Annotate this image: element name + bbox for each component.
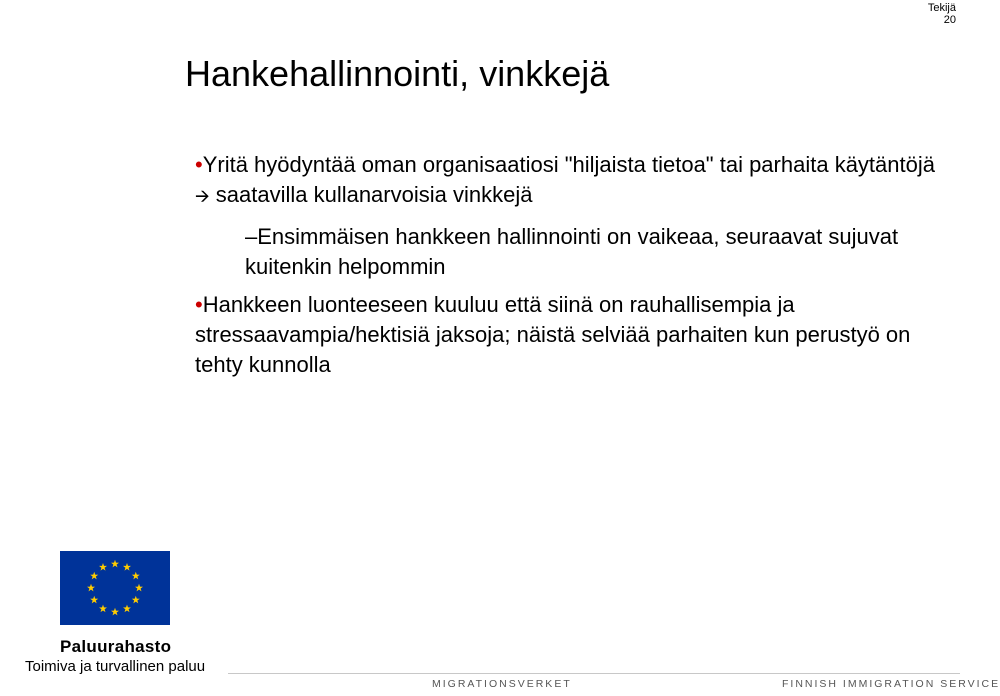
eu-star [87, 584, 95, 592]
slide-corner-info [928, 2, 956, 26]
bullet-item-1 [195, 150, 935, 212]
footer-finnish-immigration-service: FINNISH IMMIGRATION SERVICE [782, 678, 1000, 690]
bullet-item-2 [195, 290, 935, 380]
footer-migrationsverket: MIGRATIONSVERKET [432, 678, 572, 690]
eu-star [135, 584, 143, 592]
eu-star [99, 605, 107, 613]
bullet-1-text-b: saatavilla kullanarvoisia vinkkejä [215, 182, 533, 207]
eu-star [111, 608, 119, 616]
eu-star [90, 572, 98, 580]
bullet-2-text: Hankkeen luonteeseen kuuluu että siinä on rauhallisempia ja stressaavampia/hektisiä jaksoja; näistä selviää parhaiten kun perustyö on tehty kunnolla [195, 292, 911, 377]
right-arrow-icon: 🡪 [195, 186, 210, 207]
sub-bullet-item: –Ensimmäisen hankkeen hallinnointi on vaikeaa, seuraavat sujuvat kuitenkin helpommin [245, 224, 899, 279]
bullet-1-text-a: Yritä hyödyntää oman organisaatiosi "hiljaista tietoa" tai parhaita käytäntöjä [202, 152, 935, 177]
eu-flag-icon [60, 551, 170, 625]
slide-body [195, 150, 935, 380]
eu-star [111, 560, 119, 568]
eu-star [132, 596, 140, 604]
logo-name: Paluurahasto [60, 637, 172, 656]
eu-star [132, 572, 140, 580]
footer-divider [228, 673, 960, 674]
author-label: Tekijä [927, 2, 956, 14]
slide-title: Hankehallinnointi, vinkkejä [185, 53, 610, 94]
logo-tagline: Toimiva ja turvallinen paluu [25, 658, 206, 675]
eu-star [123, 605, 131, 613]
bullet-marker: • [195, 292, 203, 317]
eu-star [90, 596, 98, 604]
bullet-marker: • [195, 152, 203, 177]
eu-star [99, 563, 107, 571]
eu-star [123, 563, 131, 571]
page-number: 20 [943, 14, 956, 26]
